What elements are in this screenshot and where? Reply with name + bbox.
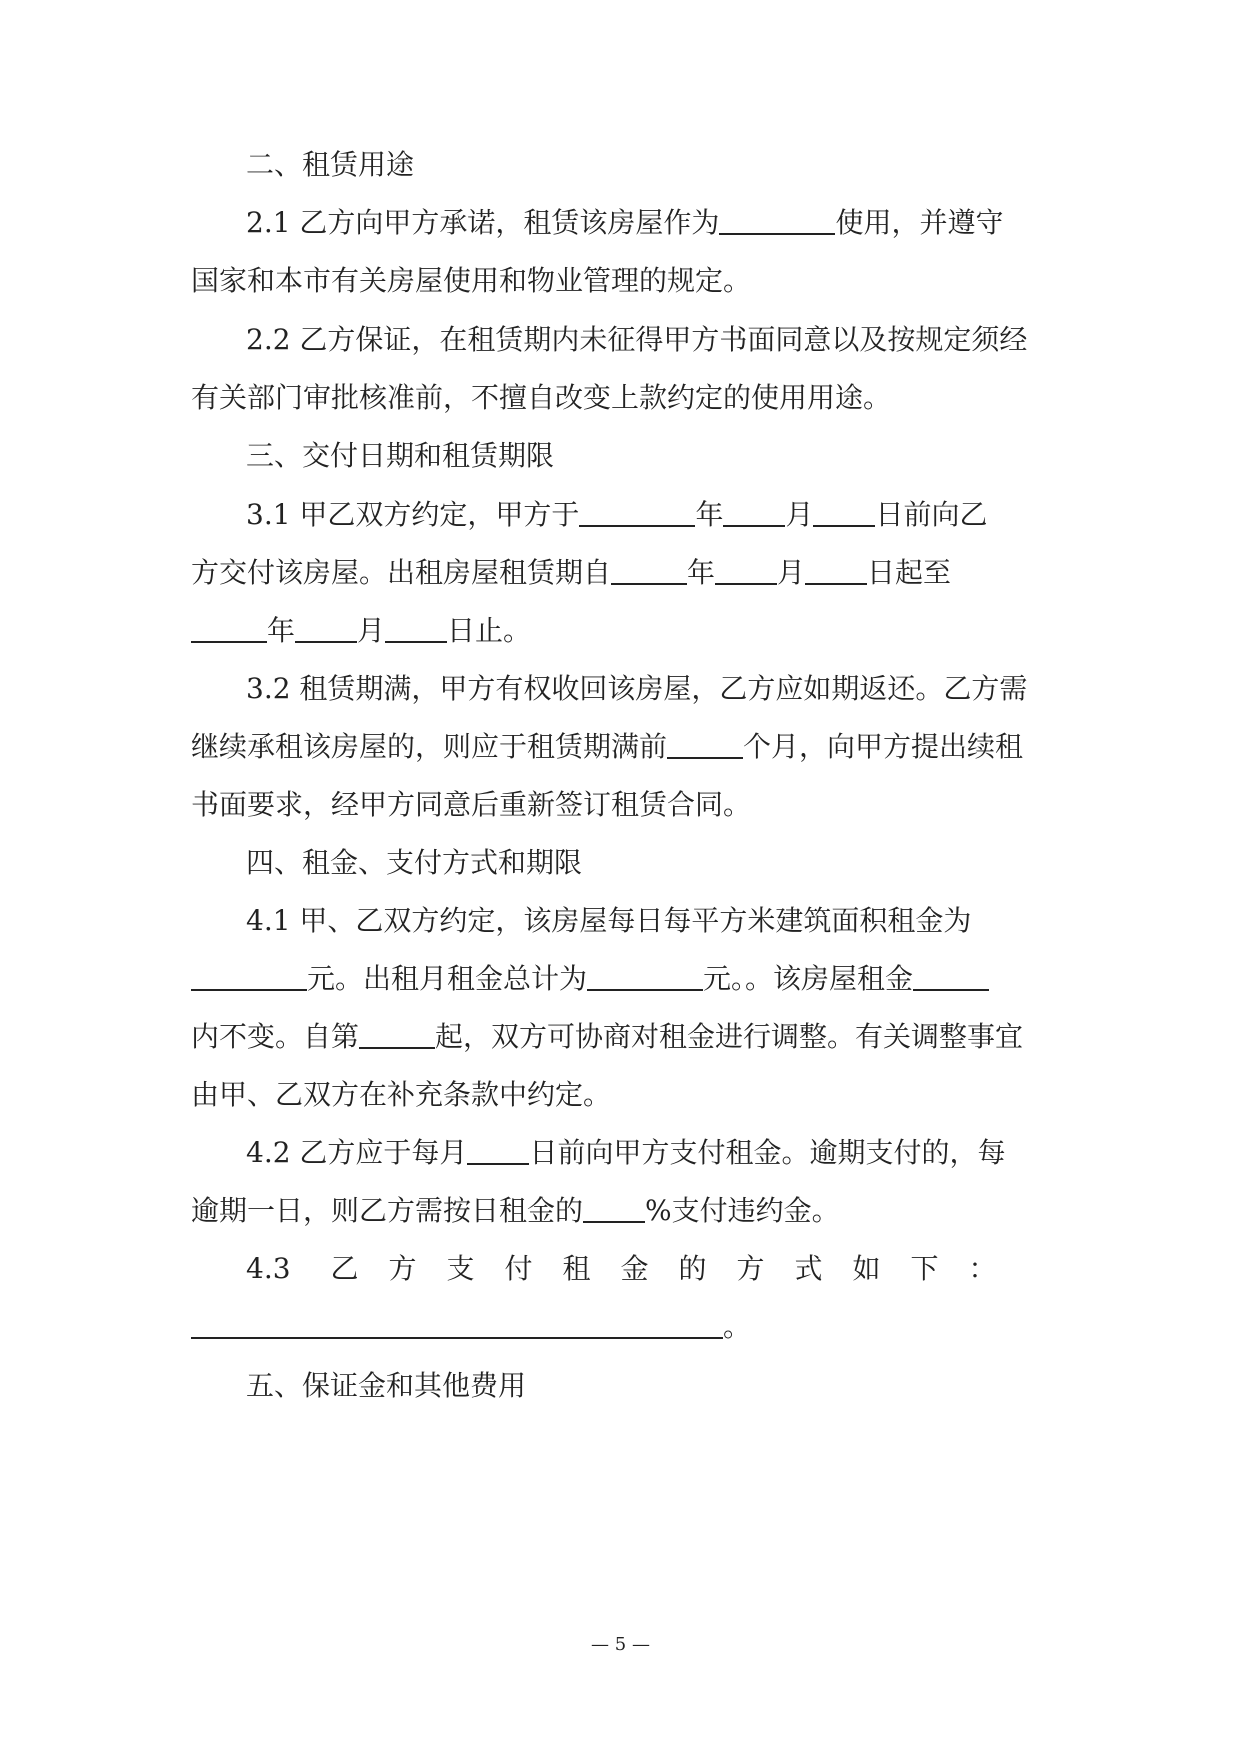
heading-text: 四、租金、支付方式和期限 (246, 846, 583, 879)
section-heading-2 (246, 145, 1058, 185)
fill-blank-daily-rent (191, 959, 307, 991)
fill-blank-penalty-rate (583, 1191, 645, 1223)
text-run: 使用，并遵守 (835, 206, 1004, 239)
section-heading-3 (246, 436, 1058, 476)
fill-blank-months (667, 727, 743, 759)
heading-text: 五、保证金和其他费用 (246, 1369, 527, 1402)
clause-4-1-line-1 (246, 901, 1058, 941)
section-heading-4 (246, 843, 1058, 883)
fill-blank-day (385, 611, 447, 643)
clause-4-2-line-2 (191, 1191, 1058, 1231)
text-run: 月 (777, 556, 806, 589)
fill-blank-day (805, 553, 867, 585)
fill-blank-year (611, 553, 687, 585)
clause-4-2-line-1 (246, 1133, 1058, 1173)
clause-4-1-line-3 (191, 1017, 1058, 1057)
text-run: 由甲、乙双方在补充条款中约定。 (191, 1078, 612, 1111)
clause-4-1-line-2 (191, 959, 1058, 999)
clause-2-2-line-2 (191, 378, 1058, 418)
page-number: — 5 — (591, 1634, 650, 1655)
text-run: 书面要求，经甲方同意后重新签订租赁合同。 (191, 788, 752, 821)
text-run: 4.2 乙方应于每月 (246, 1136, 468, 1169)
clause-2-1-line-2 (191, 261, 1058, 301)
fill-blank-payment-method (191, 1307, 723, 1339)
text-run: 起，双方可协商对租金进行调整。有关调整事宜 (435, 1020, 1024, 1053)
text-run: 逾期一日，则乙方需按日租金的 (191, 1194, 584, 1227)
heading-text: 二、租赁用途 (246, 148, 415, 181)
section-heading-5 (246, 1366, 1058, 1406)
text-run: 内不变。自第 (191, 1020, 360, 1053)
fill-blank-pay-day (467, 1133, 529, 1165)
text-run: 方交付该房屋。出租房屋租赁期自 (191, 556, 612, 589)
clause-2-1-line-1 (246, 203, 1058, 243)
clause-3-2-line-2 (191, 727, 1058, 767)
fill-blank-usage (719, 203, 835, 235)
text-run: 年 (267, 614, 296, 647)
clause-4-1-line-4 (191, 1075, 1058, 1115)
clause-3-1-line-1 (246, 495, 1058, 535)
text-run: 个月，向甲方提出续租 (743, 730, 1024, 763)
clause-4-3-line-2 (191, 1307, 1058, 1347)
fill-blank-start (359, 1017, 435, 1049)
clause-3-1-line-2 (191, 553, 1058, 593)
text-run: 3.2 租赁期满，甲方有权收回该房屋，乙方应如期返还。乙方需 (246, 672, 1028, 705)
fill-blank-year (579, 495, 695, 527)
fill-blank-month (715, 553, 777, 585)
text-run: 元。。该房屋租金 (703, 962, 914, 995)
text-run: 3.1 甲乙双方约定，甲方于 (246, 498, 580, 531)
fill-blank-month (723, 495, 785, 527)
text-run: 乙方支付租金的方式如下： (330, 1252, 1027, 1285)
text-run: 月 (785, 498, 814, 531)
text-run: 日前向甲方支付租金。逾期支付的，每 (529, 1136, 1006, 1169)
text-run: 继续承租该房屋的，则应于租赁期满前 (191, 730, 668, 763)
text-run: 年 (695, 498, 724, 531)
text-run: 国家和本市有关房屋使用和物业管理的规定。 (191, 264, 752, 297)
text-run: 元。出租月租金总计为 (307, 962, 588, 995)
text-run: 年 (687, 556, 716, 589)
clause-4-3-line-1 (246, 1249, 1058, 1289)
text-run: 有关部门审批核准前，不擅自改变上款约定的使用用途。 (191, 381, 892, 414)
clause-number: 4.3 (246, 1252, 291, 1285)
text-run: 。 (723, 1310, 752, 1343)
text-run: 日前向乙 (875, 498, 988, 531)
text-run: 2.2 乙方保证，在租赁期内未征得甲方书面同意以及按规定须经 (246, 323, 1028, 356)
text-run: 日起至 (867, 556, 952, 589)
text-run: 4.1 甲、乙双方约定，该房屋每日每平方米建筑面积租金为 (246, 904, 972, 937)
fill-blank-month (295, 611, 357, 643)
fill-blank-year (191, 611, 267, 643)
clause-3-2-line-3 (191, 785, 1058, 825)
text-run: 2.1 乙方向甲方承诺，租赁该房屋作为 (246, 206, 720, 239)
fill-blank-period (913, 959, 989, 991)
clause-3-1-line-3 (191, 611, 1058, 651)
text-run: 日止。 (447, 614, 532, 647)
fill-blank-day (813, 495, 875, 527)
fill-blank-monthly-rent (587, 959, 703, 991)
heading-text: 三、交付日期和租赁期限 (246, 439, 555, 472)
text-run: 月 (357, 614, 386, 647)
text-run: %支付违约金。 (645, 1194, 840, 1227)
clause-2-2-line-1 (246, 320, 1058, 360)
clause-3-2-line-1 (246, 669, 1058, 709)
